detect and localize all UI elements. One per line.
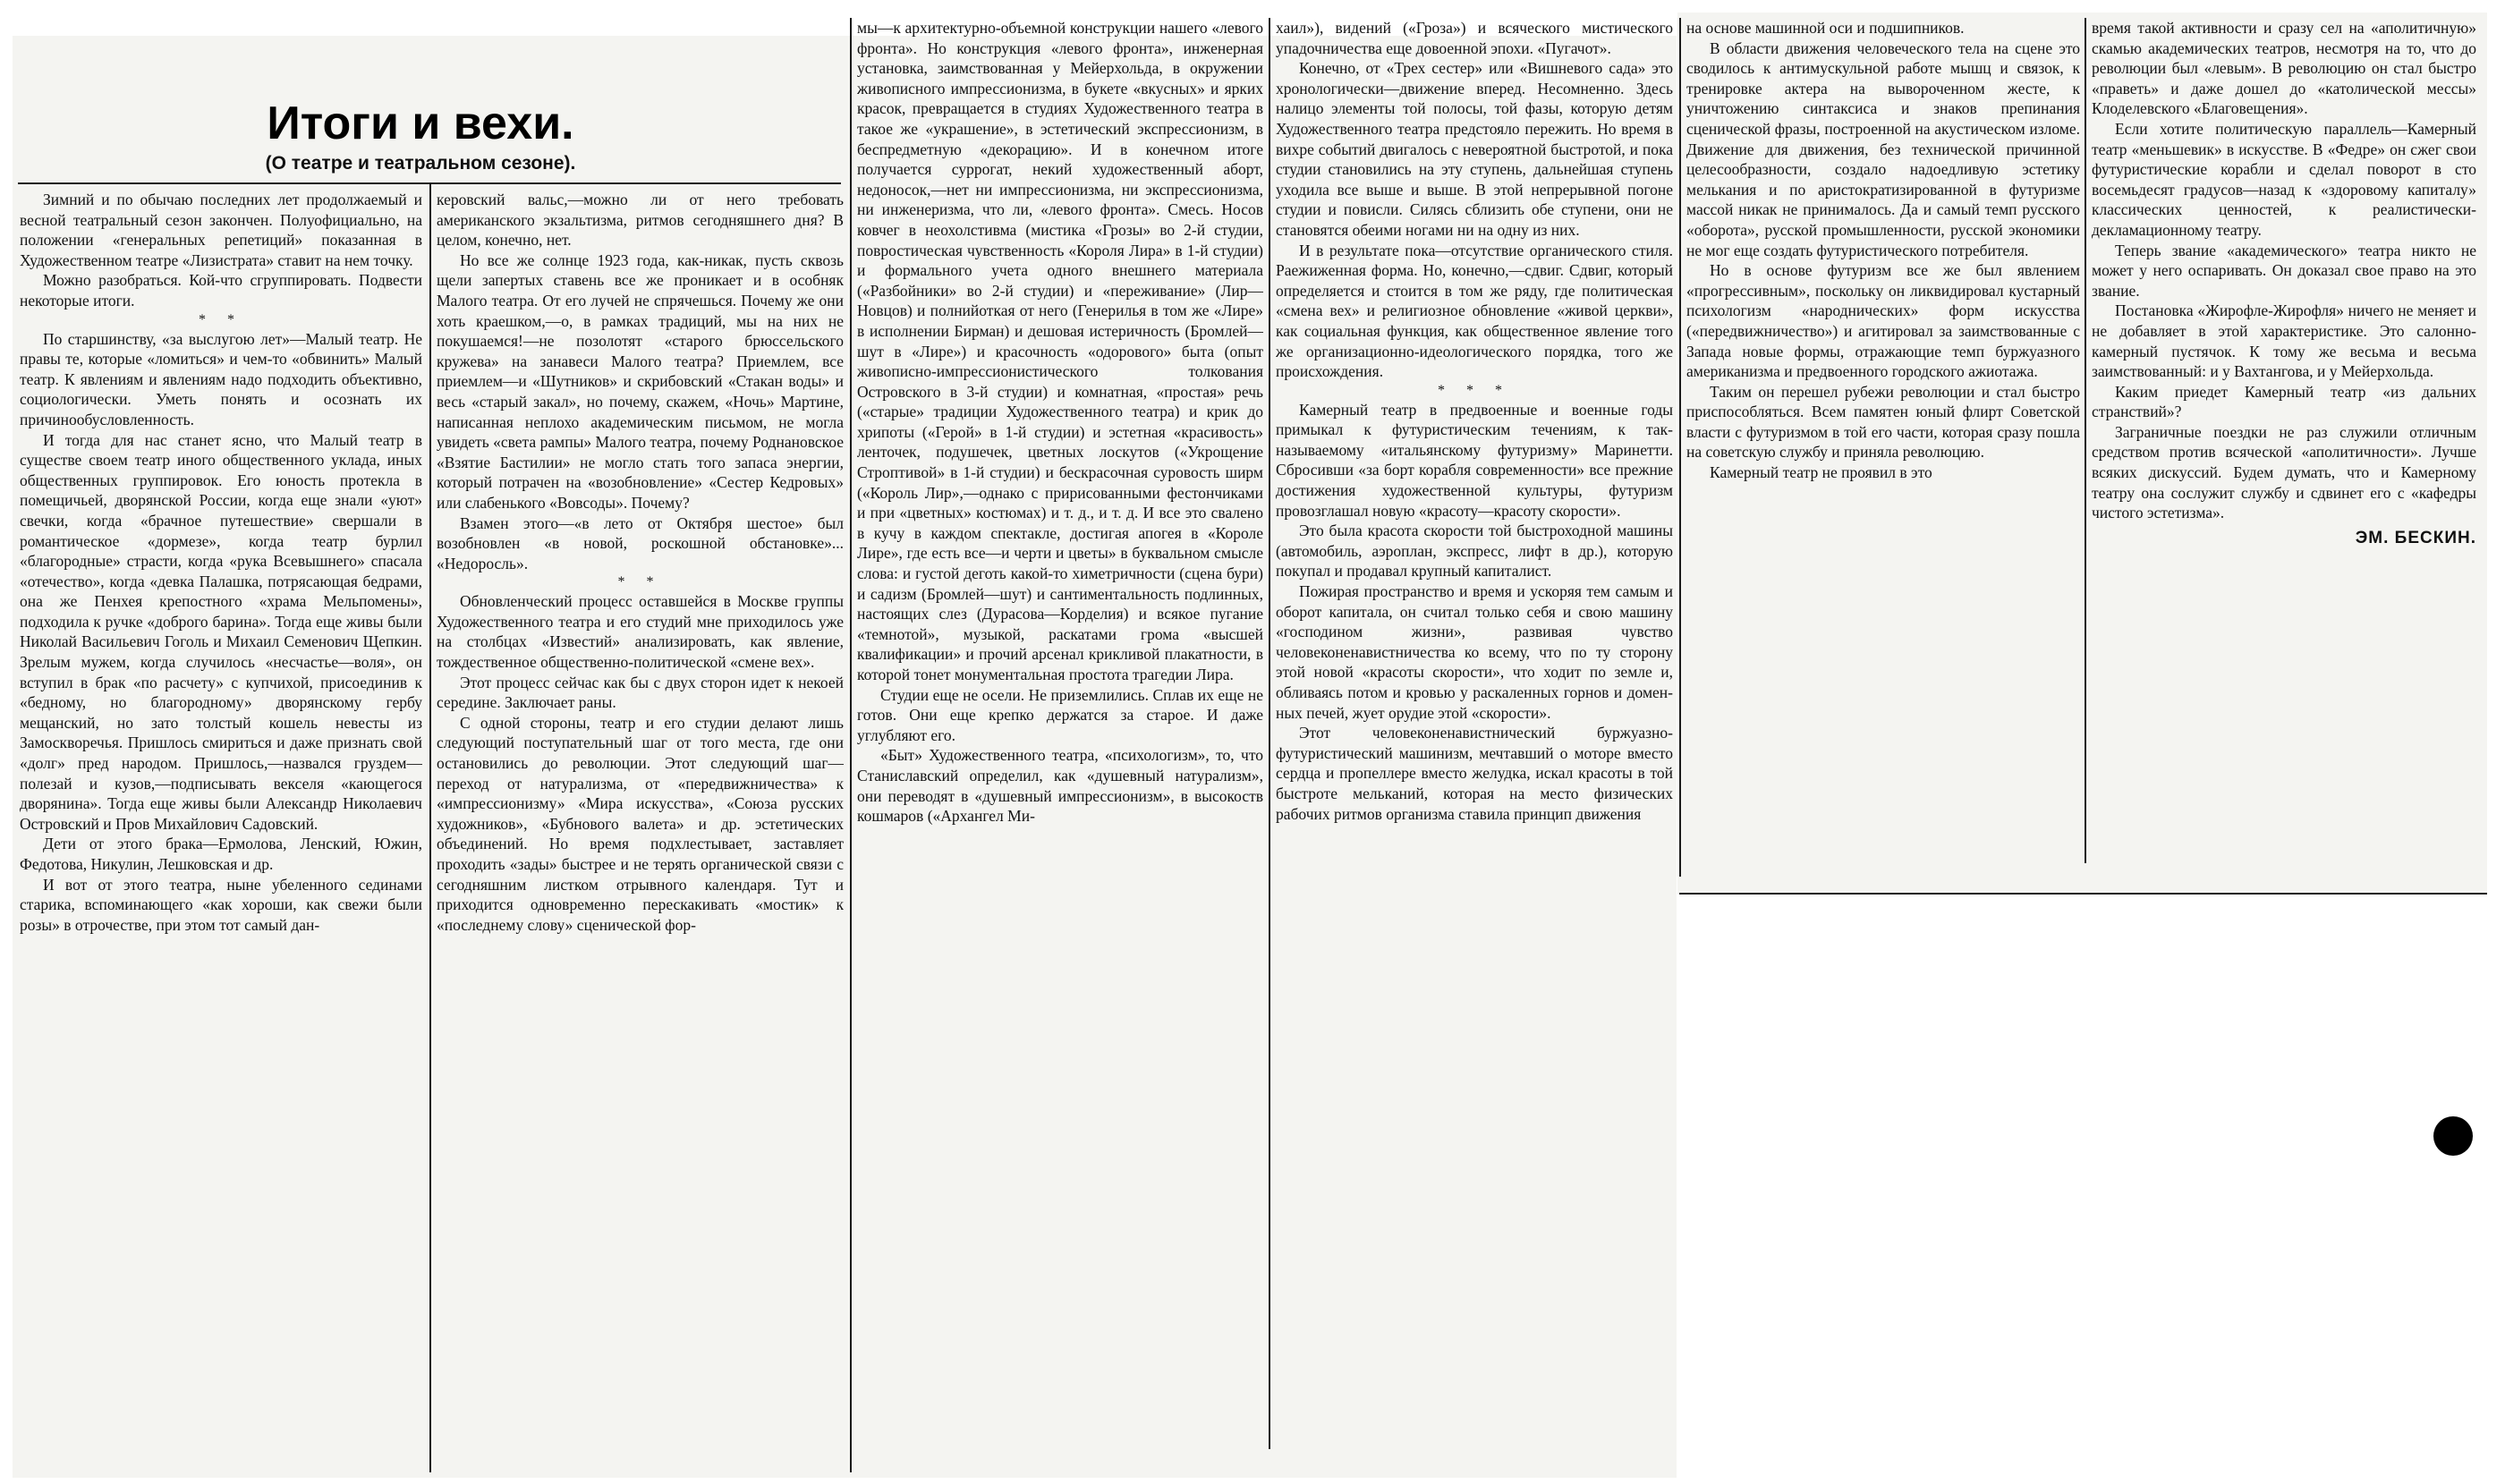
paragraph: Пожирая пространство и время и ускоряя тем самым и оборот капитала, он считал только себя и свою машину «господином жизни», развивая чувство человеконенавистничества ко всему, что по ту сторону этой новой «красоты скорости», что ходит по земле и, обливаясь потом и кровью у раскаленных горнов и домен-ных печей, жует орудие этой «скорости». <box>1276 582 1673 722</box>
clipping-edge-right <box>1679 893 2487 895</box>
text-column-3 <box>857 18 1263 1476</box>
paragraph: Этот человеконенавистнический буржуазно-футуристический машинизм, мечтавший о моторе вместо сердца и пропеллере вместо желудка, искал красоты в той быстроте мельканий, которая на место физических рабочих ритмов организма ставила принцип движения <box>1276 724 1673 823</box>
section-separator: * * <box>617 574 663 590</box>
paragraph: Дети от этого брака—Ермолова, Ленский, Южин, Федотова, Никулин, Лешковская и др. <box>20 835 422 873</box>
paragraph: Каким приедет Камерный театр «из дальних странствий»? <box>2092 382 2476 421</box>
paragraph: Постановка «Жирофле-Жирофля» ничего не меняет и не добавляет в этой характеристике. Это салонно-камерный пустячок. К тому же весьма и весьма заимствованный: и у Вахтангова, и у Мейерхольда. <box>2092 301 2476 381</box>
paragraph: «Быт» Художественного театра, «психологизм», то, что Станиславский определил, как «душевный натурализм», они переводят в «душевный импрессионизм», в высокоств кошмаров («Архангел Ми- <box>857 746 1263 826</box>
column-divider-5 <box>2085 18 2086 863</box>
paragraph: Теперь звание «академического» театра никто не может у него оспаривать. Он доказал свое право на это звание. <box>2092 241 2476 300</box>
paragraph: В области движения человеческого тела на сцене это сводилось к антимускульной работе мышц и связок, к тренировке актера на вывороченном жесте, к уничтожению синтаксиса и знаков препинания сценической фразы, построенной на акустическом изломе. Движение для движения, без технической причинной целесообразности, создало надоедливую эстетику мелькания и по аристократизированной в футуризме массой никак не принималось. Да и самый темп русского «оборота», русской промышленности, русской экономики не мог еще создать футуристического потребителя. <box>1686 38 2080 259</box>
article-author: ЭМ. БЕСКИН. <box>2355 528 2476 547</box>
paragraph: Таким он перешел рубежи революции и стал быстро приспособляться. Всем памятен юный флирт Советской власти с футуризмом в той его части, которая сразу пошла на советскую службу и приняла революцию. <box>1686 382 2080 462</box>
paragraph: Можно разобраться. Кой-что сгруппировать. Подвести некоторые итоги. <box>20 271 422 310</box>
paragraph: Взамен этого—«в лето от Октября шестое» был возобновлен «в новой, роскошной обстановке»... «Недоросль». <box>437 513 844 572</box>
paragraph: на основе машинной оси и подшипников. <box>1686 19 1965 37</box>
paragraph: По старшинству, «за выслугою лет»—Малый театр. Не правы те, которые «ломиться» и чем-то «обвинить» Малый театр. К явлениям и явлениям надо подходить объективно, социологически. Уметь понять и осознать их причинообусловленность. <box>20 329 422 428</box>
column-divider-2 <box>850 18 852 1472</box>
text-column-2 <box>437 190 844 1478</box>
paragraph: И вот от этого театра, ныне убеленного сединами старика, вспоминающего «как хороши, как свежи были розы» в отрочестве, при этом тот самый дан- <box>20 875 422 934</box>
paragraph: Заграничные поездки не раз служили отличным средством против всяческой «аполитичности». Лучше всяких дискуссий. Будем думать, что и Камерному театру она сослужит службу и сдвинет его с «кафедры чистого эстетизма». <box>2092 422 2476 522</box>
paragraph: Конечно, от «Трех сестер» или «Вишневого сада» это хронологически—движение вперед. Несомненно. Здесь налицо элементы той полосы, той фазы, которую детям Художественного театра предстояло пережить. Но время в вихре событий двигалось с невероятной быстротой, и пока студии становились на эту ступень, дальнейшая ступень уходила все выше и выше. В этой непрерывной погоне студии и повисли. Силясь сблизить обе ступени, они не становятся обеими ногами ни на одну из них. <box>1276 59 1673 239</box>
paragraph: Этот процесс сейчас как бы с двух сторон идет к некоей середине. Заключает раны. <box>437 673 844 712</box>
paragraph: И в результате пока—отсутствие органического стиля. Раежиженная форма. Но, конечно,—сдвиг. Сдвиг, который определяется и стоится в том же ряду, где политическая «смена вех» и религиозное обновление «живой церкви», как социальная функция, как общественное явление того же организационно-идеологического порядка, того же происхождения. <box>1276 241 1673 381</box>
paragraph: Камерный театр в предвоенные и военные годы примыкал к футуристическим течениям, к так-называемому «итальянскому футуризму» Маринетти. Сбросивши «за борт корабля современности» все прежние достижения художественной культуры, футуризм провозглашал новую «красоту—красоту скорости». <box>1276 400 1673 520</box>
column-divider-1 <box>429 184 431 1472</box>
text-column-4 <box>1276 18 1673 1449</box>
column-divider-3 <box>1269 18 1270 1449</box>
paragraph: керовский вальс,—можно ли от него требовать американского экзальтизма, ритмов сегодняшнего дня? В целом, конечно, нет. <box>437 191 844 250</box>
paragraph: Но все же солнце 1923 года, как-никак, пусть сквозь щели запертых ставень все же проникает и в особняк Малого театра. От его лучей не спрячешься. Почему же они хоть краешком,—о, в рамках традиций, мы на них не покушаемся!—не позолотят «старого брюссельского кружева» на занавеси Малого театра? Приемлем, все приемлем—и «Шутников» и скрибовский «Стакан воды» и весь «старый закал», но почему, скажем, «Ночь» Мартине, написанная неплохо академическим письмом, не могла увидеть «света рампы» Малого театра, почему Роднановское «Взятие Бастилии» не могло стать того запаса энергии, который потрачен на «возобновление» «Сестер Кедровых» или слабенького «Вовсоды». Почему? <box>437 250 844 512</box>
paragraph: С одной стороны, театр и его студии делают лишь следующий поступательный шаг от того места, где они остановились до революции. Этот следующий шаг—переход от натурализма, от «передвижничества» к «импрессионизму» «Мира искусства», «Союза русских художников», «Бубнового валета» и др. эстетических объединений. Но время подхлестывает, заставляет проходить «зады» быстрее и не терять органической связи с сегодняшним листком отрывного календаря. Тут и приходится одновременно перескакивать «мостик» к «последнему слову» сценической фор- <box>437 713 844 934</box>
paragraph: Зимний и по обычаю последних лет продолжаемый и весной театральный сезон закончен. Полуофициально, на положении «генеральных репетиций» показанная в Художественном театре «Лизистрата» ставит на нем точку. <box>20 191 422 269</box>
paragraph: время такой активности и сразу сел на «аполитичную» скамью академических театров, несмотря на то, что до революции был «левым». В революцию он стал быстро «праветь» и даже дошел до «католической мессы» Клоделевского «Благовещения». <box>2092 19 2476 118</box>
text-column-5 <box>1686 18 2080 877</box>
text-column-1 <box>20 190 422 1478</box>
section-separator: * * <box>199 311 243 327</box>
paragraph: Если хотите политическую параллель—Камерный театр «меньшевик» в искусстве. В «Федре» он сжег свои футуристические корабли и сделал поворот в сто восемьдесят градусов—назад к «здоровому капиталу» классических ценностей, к реалистически-декламационному театру. <box>2092 119 2476 239</box>
paragraph: Но в основе футуризм все же был явлением «прогрессивным», поскольку он ликвидировал кустарный психологизм «народнических» форм искусства («передвижничество») и агитировал за заимствованные с Запада новые формы, отражающие темп буржуазного американизма и предвоенного городского ажиотажа. <box>1686 261 2080 381</box>
paragraph: Студии еще не осели. Не приземлились. Сплав их еще не готов. Они еще крепко держатся за старое. И даже углубляют его. <box>857 685 1263 744</box>
ink-blot <box>2433 1116 2473 1156</box>
column-divider-4 <box>1679 18 1681 877</box>
paragraph: Обновленческий процесс оставшейся в Москве группы Художественного театра и его студий мне приходилось уже на столбцах «Известий» анализировать, как явление, тождественное общественно-политической «смене вех». <box>437 592 844 672</box>
paragraph: Это была красота скорости той быстроходной машины (автомобиль, аэроплан, экспресс, лифт в др.), которую покупал и продавал крупный капиталист. <box>1276 522 1673 581</box>
article-title: Итоги и вехи. <box>267 98 574 149</box>
paragraph: И тогда для нас станет ясно, что Малый театр в существе своем театр иного общественного уклада, иных общественных группировок. Его юность протекла в помещичьей, дворянской России, когда еще знали «уют» свечки, когда «брачное путешествие» свершали в романтическое «дормезе», когда театр бурлил «благородные» страсти, когда «рука Всевышнего» спасала «отечество», когда «девка Палашка, потрясающая бедрами, она же Пенхея крепостного «храма Мельпомены», подходила к ручке «доброго барина». Тогда еще живы были Николай Васильевич Гоголь и Михаил Семенович Щепкин. Зрелым мужем, когда случилось «несчастье—воля», он вступил в брак «по расчету» с купчихой, присоединив к «бедному, но благородному» дворянскому гербу мещанский, но зато толстый кошель невесты из Замоскворечья. Пришлось смириться и даже признать свой «долг» пред народом. Пришлось,—назвался груздем—полезай и кузов,—подписывать векселя «кающегося дворянина». Тогда еще живы были Александр Николаевич Островский и Пров Михайлович Садовский. <box>20 430 422 833</box>
article-subtitle: (О театре и театральном сезоне). <box>265 153 576 174</box>
paragraph: мы—к архитектурно-объемной конструкции нашего «левого фронта». Но конструкция «левого фронта», инженерная установка, заимствованная у Мейерхольда, в окружении живописного импрессионизма, в букете «вкусных» и ярких красок, превращается в студиях Художественного театра в такое же «украшение», в эстетический экспрессионизм, в беспредметную «декорацию». И в конечном итоге получается суррогат, некий художественный аборт, недоносок,—нет ни импрессионизма, ни экспрессионизма, ни инженеризма, что ли, «левого фронта». Смесь. Носов ковчег в неохолстивма (мистика «Грозы» во 2-й студии, повростическая чувственность «Короля Лира» в 1-й студии) и формального учета одного внешнего материала («Разбойники» во 2-й студии) и «переживание» (Лир—Новцов) и полнийоткая от него (Генерилья в том же «Лире» в исполнении Бирман) и дешовая истеричность (Бромлей—шут в «Лире») и красочность «одорового» быта (опыт живописно-импрессионистического толкования Островского в 3-й студии) и комнатная, «простая» речь («старые» традиции Художественного театра) и крик до хрипоты («Герой» в 1-й студии) и эстетная «красивость» ленточек, подушечек, цветных лоскутов («Укрощение Строптивой» в 1-й студии) и беcкрасочная суровость ширм («Король Лир»,—однако с пририсованными фестончиками и при «цветных» костюмах) и т. д., и т. д. И все это свалено в кучу в каждом спектакле, достигая апогея в «Короле Лире», где есть все—и черти и цветы» в буквальном смысле слова: и густой деготь какой-то химетричности (сцена бури) и садизм (Бромлей—шут) и сантиментальность подлинных, настоящих слез (Дурасова—Корделия) и всякое пугание «темнотой», музыкой, раскатами грома «высшей квалификации» и прочий арсенал крикливой плакатности, в которой тонет монументальная простота трагедии Лира. <box>857 19 1263 683</box>
paragraph: хаил»), видений («Гроза») и всяческого мистического упадочничества еще довоенной эпохи. «Пугачот». <box>1276 19 1673 57</box>
text-column-6 <box>2092 18 2476 877</box>
paragraph: Камерный театр не проявил в это <box>1710 463 1932 482</box>
section-separator: * * * <box>1438 382 1511 398</box>
